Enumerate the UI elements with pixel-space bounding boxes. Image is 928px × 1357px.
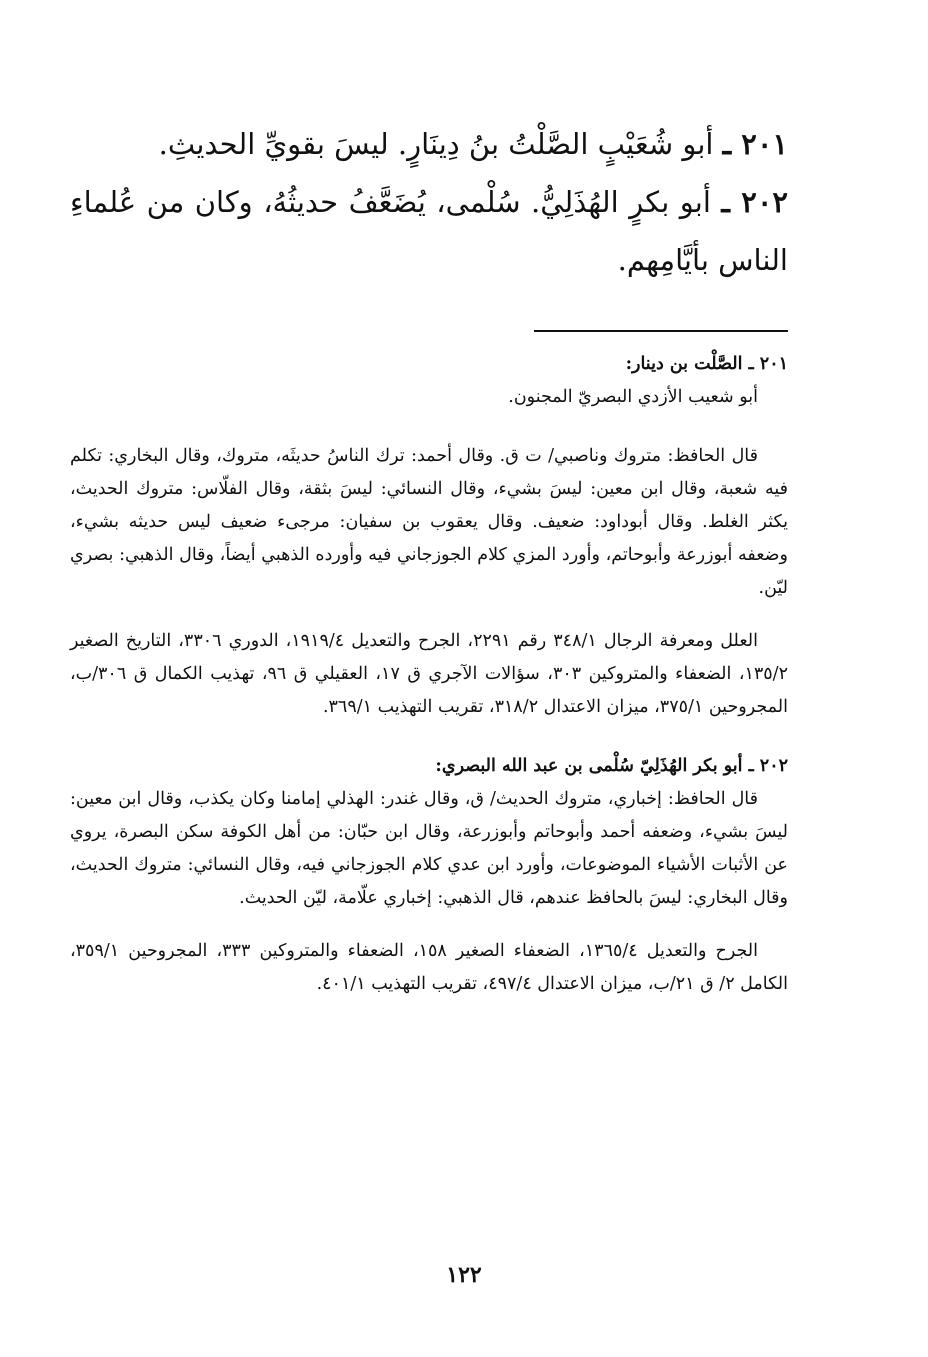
note-heading-202: ٢٠٢ ـ أبو بكر الهُذَلِيّ سُلْمى بن عبد الله البصري: [435,756,788,776]
entry-text: أبو شُعَيْبٍ الصَّلْتُ بنُ دِينَارٍ. ليسَ بقويِّ الحديثِ. [158,127,714,161]
note-references: العلل ومعرفة الرجال ٣٤٨/١ رقم ٢٢٩١، الجرح والتعديل ١٩١٩/٤، الدوري ٣٣٠٦، التاريخ الصغير ١٣٥/٢، الضعفاء والمتروكين ٣٠٣، سؤالات الآجري ق ١٧، العقيلي ق ٩٦، تهذيب الكمال ق ٣٠٦/ب، المجروحين ٣٧٥/١، ميزان الاعتدال ٣١٨/٢، تقريب التهذيب ٣٦٩/١. [70,631,788,717]
note-references: الجرح والتعديل ١٣٦٥/٤، الضعفاء الصغير ١٥٨، الضعفاء والمتروكين ٣٣٣، المجروحين ٣٥٩/١، الكامل ٢/ ق ٢١/ب، ميزان الاعتدال ٤٩٧/٤، تقريب التهذيب ٤٠١/١. [70,941,788,994]
entry-number: ٢٠٢ ـ [721,185,788,219]
note-heading-201: ٢٠١ ـ الصَّلْت بن دينار: [625,354,788,374]
footnotes [70,348,788,1001]
page-number: ١٢٢ [446,1262,482,1288]
entry-number: ٢٠١ ـ [722,127,788,161]
note-paragraph: قال الحافظ: إخباري، متروك الحديث/ ق، وقال غندر: الهذلي إمامنا وكان يكذب، وقال ابن معين: ليسَ بشيء، وضعفه أحمد وأبوحاتم وأبوزرعة، وقال ابن حبّان: من أهل الكوفة سكن البصرة، يروي عن الأثبات الأشياء الموضوعات، وأورد ابن عدي كلام الجوزجاني فيه، وقال النسائي: متروك الحديث، وقال البخاري: ليسَ بالحافظ عندهم، قال الذهبي: إخباري علّامة، ليّن الحديث. [70,789,788,908]
footnote-separator [534,330,788,332]
main-entry-201 [70,115,788,173]
note-subheading-201: أبو شعيب الأزدي البصريّ المجنون. [508,387,758,407]
main-text [70,115,788,289]
entry-text: أبو بكرٍ الهُذَلِيُّ. سُلْمى، يُضَعَّفُ حديثُهُ، وكان من عُلماءِ الناس بأيَّامِهم. [70,185,788,277]
note-paragraph: قال الحافظ: متروك وناصبي/ ت ق. وقال أحمد: ترك الناسُ حديثَه، متروك، وقال البخاري: تكلم فيه شعبة، وقال ابن معين: ليسَ بشيء، وقال النسائي: ليسَ بثقة، وقال الفلّاس: متروك الحديث، يكثر الغلط. وقال أبوداود: ضعيف. وقال يعقوب بن سفيان: مرجىء ضعيف ليس حديثه بشيء، وضعفه أبوزرعة وأبوحاتم، وأورد المزي كلام الجوزجاني فيه وأورده الذهبي أيضاً، وقال الذهبي: بصري ليّن. [70,446,788,598]
main-entry-202 [70,173,788,289]
